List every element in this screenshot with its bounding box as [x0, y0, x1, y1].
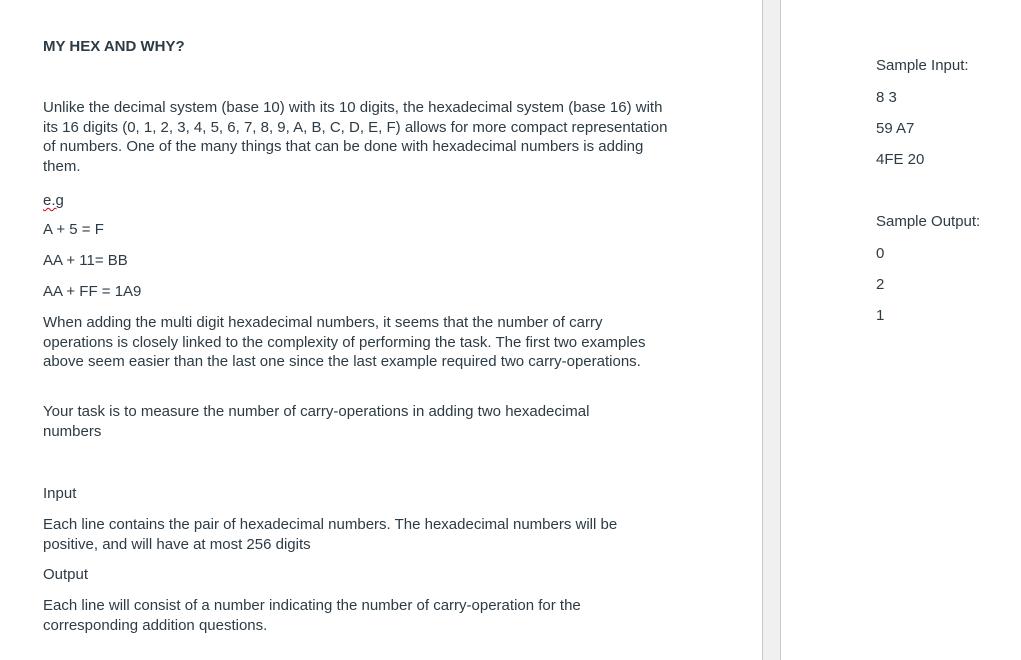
task-paragraph: Your task is to measure the number of carry-operations in adding two hexadecimal numbers [43, 403, 590, 440]
sample-output-line-2: 2 [876, 276, 885, 293]
example-1: A + 5 = F [43, 221, 104, 238]
example-label [43, 191, 673, 211]
sample-input-line-2: 59 A7 [876, 120, 915, 137]
sample-output-line-1: 0 [876, 245, 885, 262]
panel-divider[interactable] [762, 0, 781, 660]
input-heading: Input [43, 485, 77, 502]
sample-input-label: Sample Input: [876, 57, 969, 74]
intro-paragraph: Unlike the decimal system (base 10) with its 10 digits, the hexadecimal system (base 16) with its 16 digits (0, 1, 2, 3, 4, 5, 6, 7, 8, 9, A, B, C, D, E, F) allows for more compact representation of numbers. One of the many things that can be done with hexadecimal numbers is adding them. [43, 99, 668, 175]
sample-output-label: Sample Output: [876, 213, 981, 230]
output-heading: Output [43, 566, 89, 583]
sample-input-line-1: 8 3 [876, 89, 897, 106]
carry-paragraph: When adding the multi digit hexadecimal numbers, it seems that the number of carry operations is closely linked to the complexity of performing the task. The first two examples above seem easier than the last one since the last example required two carry-operations. [43, 314, 646, 370]
input-description: Each line contains the pair of hexadecimal numbers. The hexadecimal numbers will be positive, and will have at most 256 digits [43, 516, 618, 553]
eg-text: e.g [43, 192, 64, 209]
example-2: AA + 11= BB [43, 252, 128, 269]
output-description: Each line will consist of a number indicating the number of carry-operation for the corresponding addition questions. [43, 597, 581, 634]
problem-title: MY HEX AND WHY? [43, 38, 185, 55]
sample-output-line-3: 1 [876, 307, 885, 324]
example-3: AA + FF = 1A9 [43, 283, 142, 300]
sample-input-line-3: 4FE 20 [876, 151, 925, 168]
